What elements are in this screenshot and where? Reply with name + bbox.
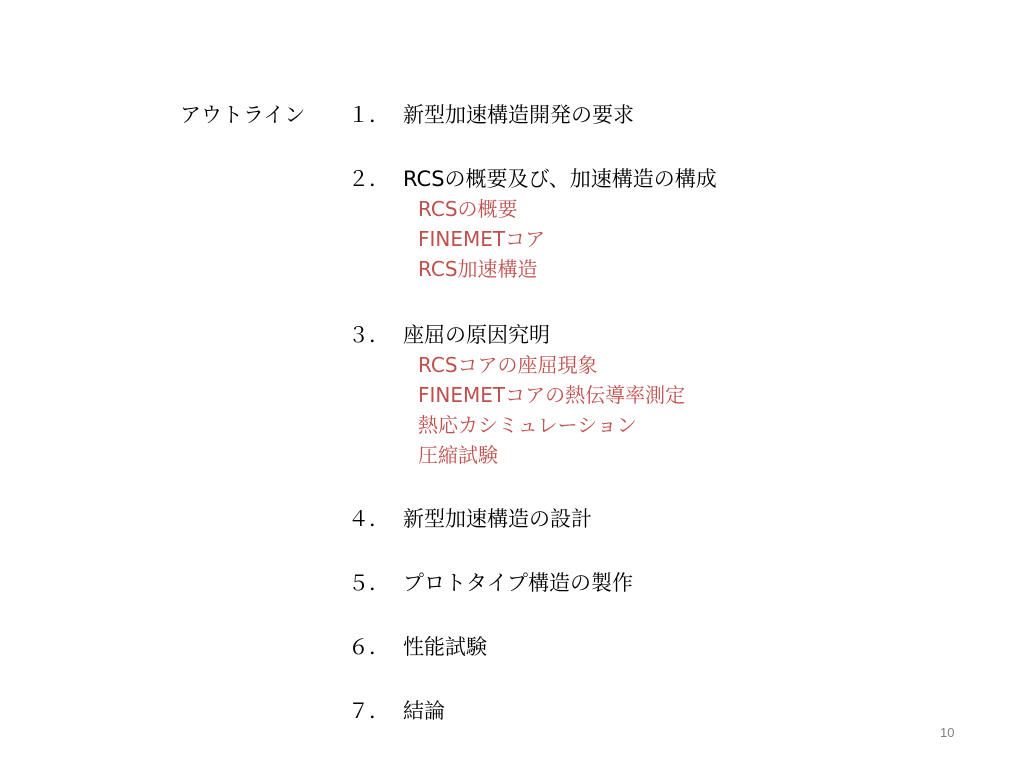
- outline-item-heading: [348, 568, 808, 598]
- item-number: ５．: [348, 571, 390, 595]
- outline-item-heading: [348, 320, 808, 350]
- outline-item-6: [348, 632, 808, 662]
- outline-item-heading: [348, 100, 808, 130]
- sub-item: RCSコアの座屈現象: [418, 353, 598, 377]
- item-text: 性能試験: [403, 635, 487, 659]
- item-text: 座屈の原因究明: [403, 323, 550, 347]
- outline-item-2: [348, 164, 808, 284]
- outline-item-5: [348, 568, 808, 598]
- item-text: 新型加速構造開発の要求: [403, 103, 634, 127]
- item-number: ６．: [348, 635, 390, 659]
- sub-item: RCSの概要: [418, 197, 518, 221]
- outline-item-1: [348, 100, 808, 130]
- item-number: ２．: [348, 167, 390, 191]
- outline-item-heading: [348, 696, 808, 726]
- item-text: RCSの概要及び、加速構造の構成: [403, 167, 717, 191]
- item-text: 新型加速構造の設計: [403, 507, 592, 531]
- sub-item: FINEMETコア: [418, 227, 546, 251]
- outline-item-7: [348, 696, 808, 726]
- item-text: 結論: [403, 699, 445, 723]
- sub-item: 圧縮試験: [418, 443, 498, 467]
- sub-item: FINEMETコアの熱伝導率測定: [418, 383, 686, 407]
- sub-list: [348, 194, 808, 284]
- item-number: ７．: [348, 699, 390, 723]
- item-number: １．: [348, 103, 390, 127]
- page-number: 10: [940, 725, 955, 740]
- item-number: ３．: [348, 323, 390, 347]
- outline-list: [348, 100, 808, 726]
- item-text: プロトタイプ構造の製作: [403, 571, 633, 595]
- sub-item: 熱応カシミュレーション: [418, 413, 637, 437]
- outline-item-heading: [348, 164, 808, 194]
- item-number: ４．: [348, 507, 390, 531]
- outline-item-3: [348, 320, 808, 470]
- section-title: アウトライン: [180, 103, 306, 127]
- outline-item-heading: [348, 632, 808, 662]
- sub-list: [348, 350, 808, 470]
- sub-item: RCS加速構造: [418, 257, 538, 281]
- outline-item-4: [348, 504, 808, 534]
- outline-item-heading: [348, 504, 808, 534]
